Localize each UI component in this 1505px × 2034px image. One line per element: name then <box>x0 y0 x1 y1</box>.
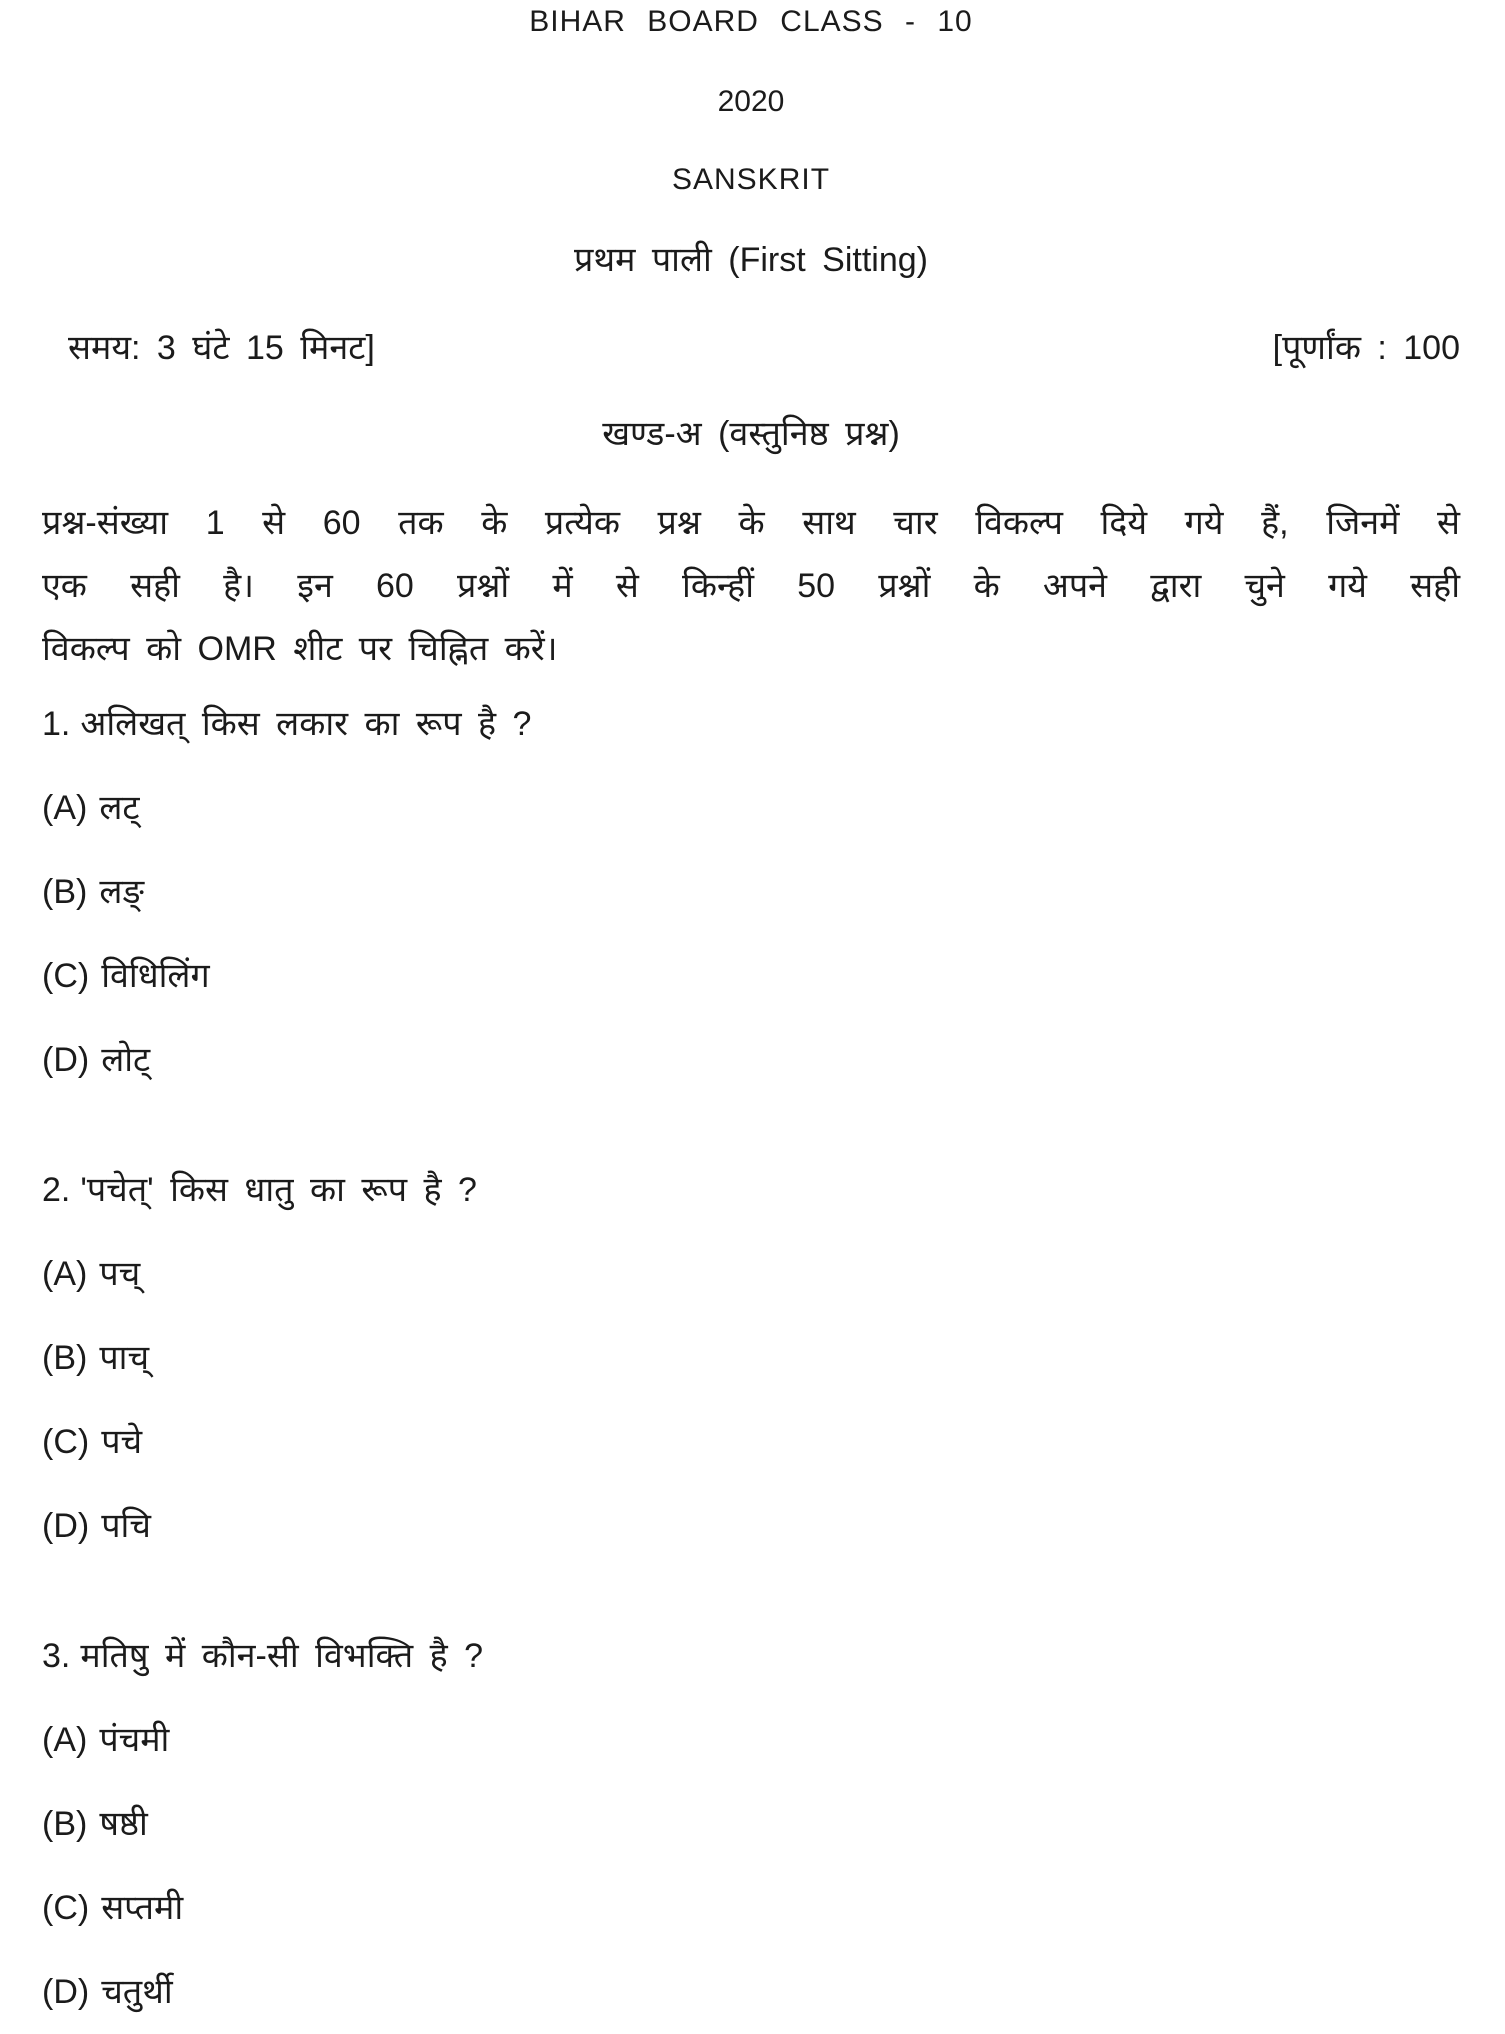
question-2 <box>42 1169 1460 1547</box>
option-d-label: (D) <box>42 1973 90 2011</box>
question-2-option-d <box>42 1505 1460 1547</box>
option-b-label: (B) <box>42 1339 88 1377</box>
option-a-label: (A) <box>42 1721 88 1759</box>
option-d-label: (D) <box>42 1041 90 1079</box>
instructions-line-2: एक सही है। इन 60 प्रश्नों में से किन्हीं 50 प्रश्नों के अपने द्वारा चुने गये सही <box>42 567 1460 605</box>
option-b-text: पाच् <box>99 1339 150 1377</box>
question-2-text <box>42 1169 1460 1211</box>
option-a-label: (A) <box>42 789 88 827</box>
option-c-label: (C) <box>42 957 90 995</box>
question-1-option-d <box>42 1039 1460 1081</box>
option-b-label: (B) <box>42 1805 88 1843</box>
option-a-text: पंचमी <box>99 1721 170 1759</box>
question-3-option-b <box>42 1803 1460 1845</box>
instructions-line-3: विकल्प को OMR शीट पर चिह्नित करें। <box>42 630 558 668</box>
option-b-text: लङ् <box>99 873 145 911</box>
option-a-label: (A) <box>42 1255 88 1293</box>
section-heading: खण्ड-अ (वस्तुनिष्ठ प्रश्न) <box>602 415 900 453</box>
board-title: BIHAR BOARD CLASS - 10 <box>529 5 973 38</box>
instructions-line-1: प्रश्न-संख्या 1 से 60 तक के प्रत्येक प्रश्न के साथ चार विकल्प दिये गये हैं, जिनमें से <box>42 504 1460 542</box>
option-b-label: (B) <box>42 873 88 911</box>
option-a-text: लट् <box>99 789 140 827</box>
question-3 <box>42 1635 1460 2013</box>
question-2-number: 2. <box>42 1171 71 1209</box>
question-1-option-b <box>42 871 1460 913</box>
option-c-text: सप्तमी <box>101 1889 184 1927</box>
question-3-option-d <box>42 1971 1460 2013</box>
instructions-paragraph <box>42 492 1460 681</box>
question-1 <box>42 703 1460 1081</box>
question-1-option-a <box>42 787 1460 829</box>
question-3-number: 3. <box>42 1637 71 1675</box>
question-3-option-a <box>42 1719 1460 1761</box>
time-allowed: समय: 3 घंटे 15 मिनट] <box>68 329 375 367</box>
full-marks: [पूर्णांक : 100 <box>1272 329 1460 367</box>
option-c-label: (C) <box>42 1889 90 1927</box>
subject-title: SANSKRIT <box>671 163 831 196</box>
option-a-text: पच् <box>99 1255 141 1293</box>
option-b-text: षष्ठी <box>99 1805 148 1843</box>
question-3-text <box>42 1635 1460 1677</box>
option-d-label: (D) <box>42 1507 90 1545</box>
exam-year: 2020 <box>717 85 785 118</box>
question-1-text <box>42 703 1460 745</box>
question-3-stem: मतिषु में कौन-सी विभक्ति है ? <box>80 1637 483 1675</box>
question-1-number: 1. <box>42 705 71 743</box>
option-d-text: लोट् <box>101 1041 151 1079</box>
question-1-option-c <box>42 955 1460 997</box>
question-1-stem: अलिखत् किस लकार का रूप है ? <box>80 705 532 743</box>
option-d-text: पचि <box>101 1507 151 1545</box>
option-c-text: विधिलिंग <box>101 957 210 995</box>
sitting-line: प्रथम पाली (First Sitting) <box>574 241 928 279</box>
option-d-text: चतुर्थी <box>101 1973 173 2011</box>
question-2-stem: 'पचेत्' किस धातु का रूप है ? <box>80 1171 477 1209</box>
question-2-option-b <box>42 1337 1460 1379</box>
option-c-text: पचे <box>101 1423 143 1461</box>
time-marks-row <box>42 326 1460 370</box>
question-2-option-c <box>42 1421 1460 1463</box>
question-2-option-a <box>42 1253 1460 1295</box>
option-c-label: (C) <box>42 1423 90 1461</box>
question-3-option-c <box>42 1887 1460 1929</box>
